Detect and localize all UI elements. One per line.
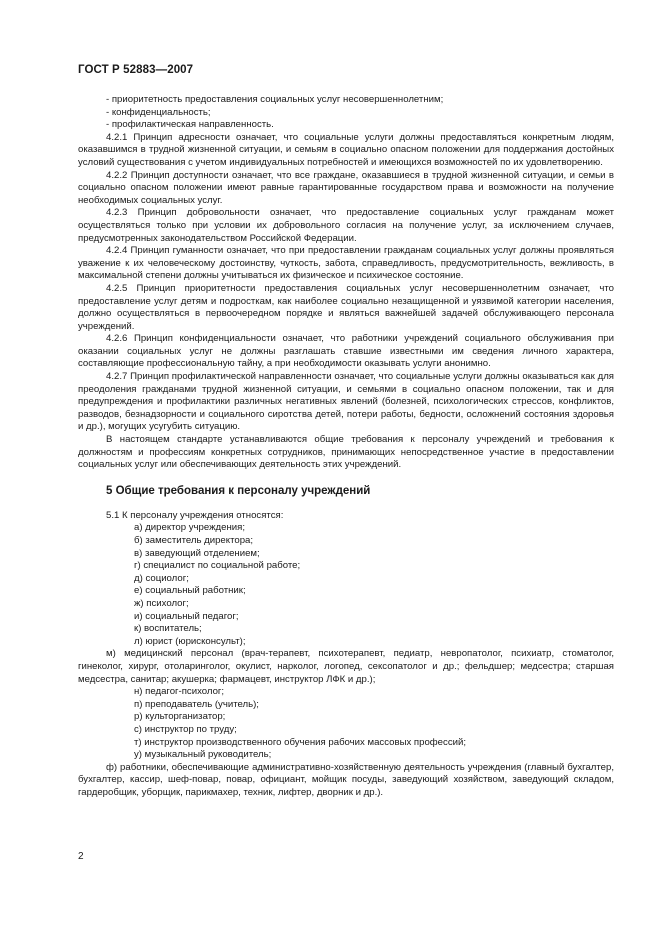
paragraph-4-2-4: 4.2.4 Принцип гуманности означает, что при предоставлении гражданам социальных услуг должны проявляться уважение к их человеческому достоинству, чуткость, забота, справедливость, предусмотрительность, вежливость, в максимальной степени должны учитываться их физическое и психическое состояние. — [78, 245, 614, 282]
list-item: а) директор учреждения; — [134, 522, 245, 534]
page-body — [78, 94, 614, 799]
paragraph-4-2-1: 4.2.1 Принцип адресности означает, что социальные услуги должны предоставляться конкретным людям, оказавшимся в трудной жизненной ситуации, и семьям в социально опасном положении для поддержания достойных условий существования с учетом индивидуальных потребностей и имеющихся возможностей по их удовлетворению. — [78, 131, 614, 168]
list-item: м) медицинский персонал (врач-терапевт, психотерапевт, педиатр, невропатолог, психиатр, стоматолог, гинеколог, хирург, отоларинголог, окулист, нарколог, логопед, сексопатолог и др.; фельдшер; медсестра; старшая медсестра, санитар; акушерка; фармацевт, инструктор ЛФК и др.); — [78, 648, 614, 685]
bullet-item: - приоритетность предоставления социальных услуг несовершеннолетним; — [106, 94, 444, 105]
document-header: ГОСТ Р 52883—2007 — [78, 64, 194, 76]
list-item: п) преподаватель (учитель); — [134, 698, 259, 710]
list-item: н) педагог-психолог; — [134, 686, 225, 698]
list-item: г) специалист по социальной работе; — [134, 560, 301, 572]
paragraph-4-2-6: 4.2.6 Принцип конфиденциальности означает, что работники учреждений социального обслуживания при оказании социальных услуг не должны разглашать ставшие известными им сведения личного характера, составляющие профессиональную тайну, а при необходимости оказывать услуги анонимно. — [78, 333, 614, 370]
section-5-title: 5 Общие требования к персоналу учреждений — [106, 484, 371, 497]
list-item: р) культорганизатор; — [134, 711, 226, 723]
bullet-item: - профилактическая направленность. — [106, 119, 274, 131]
section-5-lead: 5.1 К персоналу учреждения относятся: — [106, 509, 284, 521]
paragraph-4-2-2: 4.2.2 Принцип доступности означает, что все граждане, оказавшиеся в трудной жизненной ситуации, и семьи в социально опасном положении имеют равные гарантированные государством права и возможности на получение необходимых социальных услуг. — [78, 169, 614, 206]
bullet-item: - конфиденциальность; — [106, 106, 211, 118]
list-item: у) музыкальный руководитель; — [134, 749, 272, 761]
list-item: и) социальный педагог; — [134, 610, 239, 622]
list-item: к) воспитатель; — [134, 623, 202, 635]
list-item: ж) психолог; — [134, 597, 189, 609]
list-item: т) инструктор производственного обучения рабочих массовых профессий; — [134, 736, 467, 748]
list-item: б) заместитель директора; — [134, 535, 254, 546]
list-item: с) инструктор по труду; — [134, 723, 237, 735]
list-item: ф) работники, обеспечивающие административно-хозяйственную деятельность учреждения (главный бухгалтер, бухгалтер, кассир, шеф-повар, повар, официант, мойщик посуды, заведующий хозяйством, заведующий складом, гардеробщик, уборщик, парикмахер, техник, лифтер, дворник и др.). — [78, 761, 614, 798]
paragraph-4-2-3: 4.2.3 Принцип добровольности означает, что предоставление социальных услуг гражданам может осуществляться только при условии их добровольного согласия на получение услуг, за исключением случаев, предусмотренных законодательством Российской Федерации. — [78, 207, 614, 244]
paragraph-standard-scope: В настоящем стандарте устанавливаются общие требования к персоналу учреждений и требования к должностям и профессиям конкретных сотрудников, принимающих непосредственное участие в предоставлении социальных услуг или обеспечивающих деятельность этих учреждений. — [78, 434, 614, 471]
list-item: в) заведующий отделением; — [134, 547, 260, 559]
paragraph-4-2-5: 4.2.5 Принцип приоритетности предоставления социальных услуг несовершеннолетним означает, что предоставление услуг детям и подросткам, как наиболее социально незащищенной и уязвимой категории населения, должно осуществляться в первоочередном порядке и являться важнейшей задачей обслуживающего персонала учреждений. — [78, 282, 614, 332]
paragraph-4-2-7: 4.2.7 Принцип профилактической направленности означает, что социальные услуги должны оказываться как для преодоления гражданами трудной жизненной ситуации, и семьями в социально опасном положении, так и для предупреждения и профилактики различных негативных явлений (болезней, психологических стрессов, конфликтов, разводов, безнадзорности и социального сиротства детей, потери работы, бедности, осложнений состояния здоровья и др.), могущих усугубить ситуацию. — [78, 371, 614, 433]
list-item: д) социолог; — [134, 572, 189, 584]
list-item: л) юрист (юрисконсульт); — [134, 635, 246, 647]
page-number: 2 — [78, 851, 84, 862]
list-item: е) социальный работник; — [134, 585, 246, 597]
